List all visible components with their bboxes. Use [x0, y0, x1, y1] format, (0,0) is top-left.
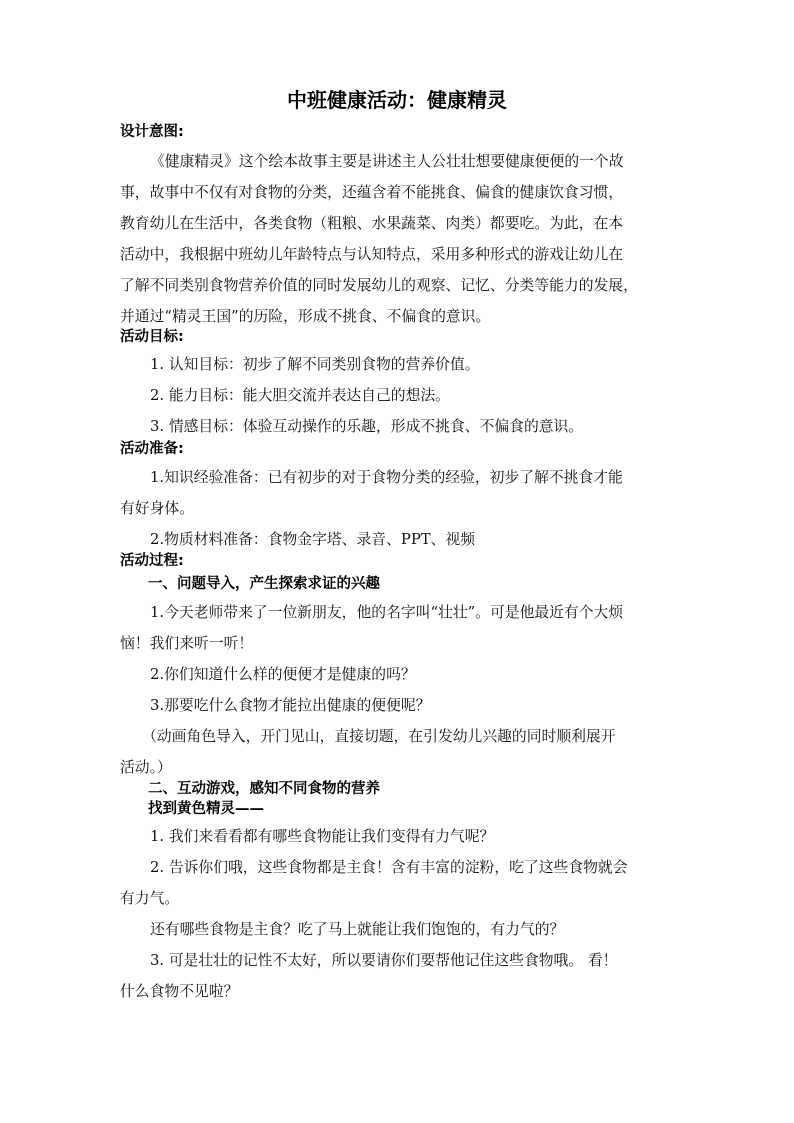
- part2-line: 2. 告诉你们哦，这些食物都是主食！含有丰富的淀粉，吃了这些食物就会: [150, 859, 628, 876]
- intent-line: 活动中，我根据中班幼儿年龄特点与认知特点，采用多种形式的游戏让幼儿在: [120, 246, 624, 263]
- part2-subtitle: 找到黄色精灵——: [148, 801, 264, 817]
- prep-item: 2.物质材料准备：食物金字塔、录音、PPT、视频: [150, 531, 476, 548]
- part1-line: 恼！我们来听一听！: [120, 635, 254, 652]
- intent-line: 并通过“精灵王国”的历险，形成不挑食、不偏食的意识。: [120, 308, 491, 325]
- part1-note: （动画角色导入，开门见山，直接切题，在引发幼儿兴趣的同时顺利展开: [142, 728, 616, 745]
- part2-title: 二、互动游戏，感知不同食物的营养: [148, 781, 380, 797]
- goal-item: 2. 能力目标：能大胆交流并表达自己的想法。: [150, 387, 450, 404]
- page-title: 中班健康活动：健康精灵: [287, 88, 507, 112]
- intent-line: 《健康精灵》这个绘本故事主要是讲述主人公壮壮想要健康便便的一个故: [150, 153, 624, 170]
- goals-heading: 活动目标:: [120, 329, 184, 345]
- part1-title: 一、问题导入，产生探索求证的兴趣: [148, 576, 380, 592]
- process-heading: 活动过程:: [120, 553, 184, 569]
- part1-line: 1.今天老师带来了一位新朋友，他的名字叫“壮壮”。可是他最近有个大烦: [150, 604, 624, 621]
- intent-line: 教育幼儿在生活中，各类食物（粗粮、水果蔬菜、肉类）都要吃。为此，在本: [120, 215, 624, 232]
- part2-line: 有力气。: [120, 890, 180, 907]
- part1-line: 3.那要吃什么食物才能拉出健康的便便呢？: [150, 697, 431, 714]
- part1-line: 2.你们知道什么样的便便才是健康的吗？: [150, 666, 416, 683]
- part2-line: 3. 可是壮壮的记性不太好，所以要请你们要帮他记住这些食物哦。 看！: [150, 952, 618, 969]
- prep-item: 有好身体。: [120, 500, 194, 517]
- intent-line: 了解不同类别食物营养价值的同时发展幼儿的观察、记忆、分类等能力的发展，: [120, 277, 638, 294]
- part2-line: 什么食物不见啦？: [120, 983, 239, 1000]
- part2-line: 还有哪些食物是主食？吃了马上就能让我们饱饱的，有力气的？: [150, 921, 565, 938]
- part1-note: 活动。）: [120, 759, 172, 776]
- goal-item: 3. 情感目标：体验互动操作的乐趣，形成不挑食、不偏食的意识。: [150, 418, 584, 435]
- part2-line: 1. 我们来看看都有哪些食物能让我们变得有力气呢？: [150, 828, 495, 845]
- goal-item: 1. 认知目标：初步了解不同类别食物的营养价值。: [150, 356, 480, 373]
- prep-item: 1.知识经验准备：已有初步的对于食物分类的经验，初步了解不挑食才能: [150, 469, 623, 486]
- intent-line: 事，故事中不仅有对食物的分类，还蕴含着不能挑食、偏食的健康饮食习惯，: [120, 184, 624, 201]
- design-intent-heading: 设计意图:: [120, 124, 184, 140]
- prep-heading: 活动准备:: [120, 441, 184, 457]
